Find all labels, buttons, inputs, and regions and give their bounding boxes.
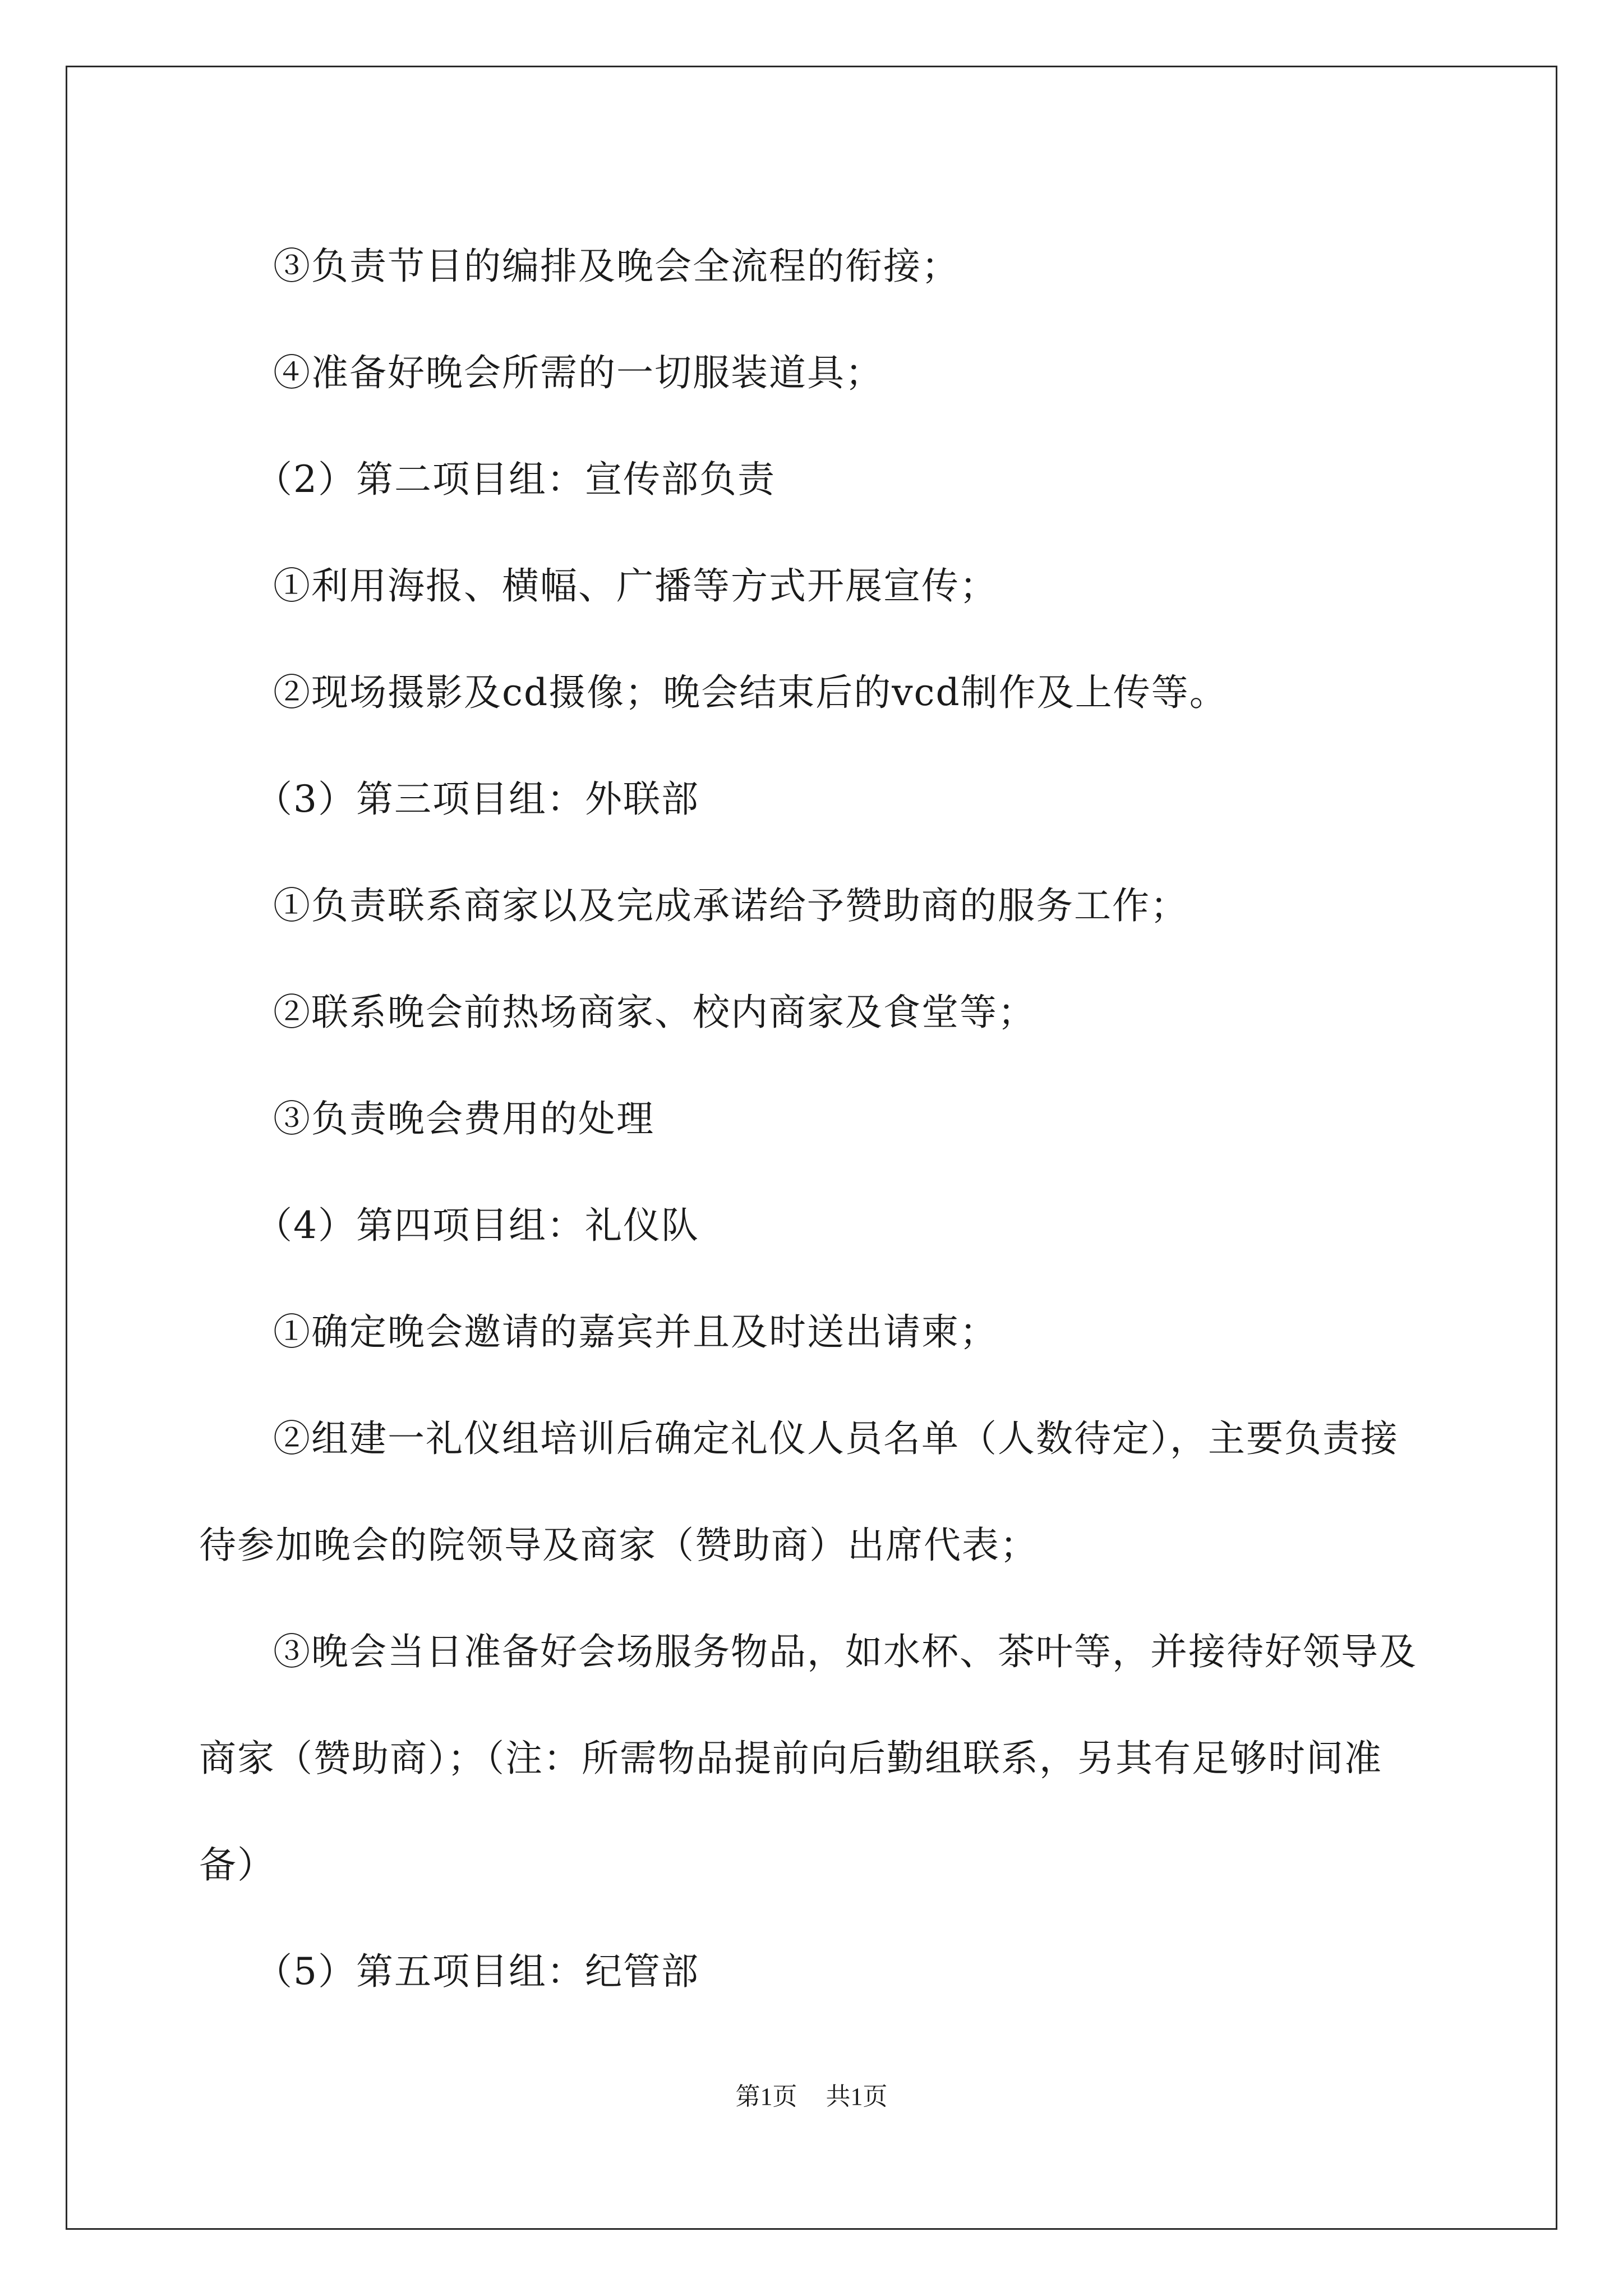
paragraph: ①负责联系商家以及完成承诺给予赞助商的服务工作； bbox=[273, 884, 1188, 927]
document-body bbox=[199, 213, 1433, 2025]
paragraph: ②现场摄影及cd摄像；晚会结束后的vcd制作及上传等。 bbox=[273, 671, 1228, 714]
paragraph: ③负责节目的编排及晚会全流程的衔接； bbox=[273, 245, 960, 288]
paragraph: ④准备好晚会所需的一切服装道具； bbox=[273, 351, 883, 394]
page-number-current: 第1页 bbox=[735, 2083, 797, 2110]
page-footer bbox=[0, 2080, 1623, 2114]
page-number-total: 共1页 bbox=[826, 2083, 888, 2110]
paragraph: ①确定晚会邀请的嘉宾并且及时送出请柬； bbox=[273, 1310, 998, 1354]
paragraph: ②联系晚会前热场商家、校内商家及食堂等； bbox=[273, 991, 1036, 1034]
paragraph: ①利用海报、横幅、广播等方式开展宣传； bbox=[273, 564, 998, 608]
section-heading: （3）第三项目组：外联部 bbox=[255, 777, 699, 821]
section-heading: （2）第二项目组：宣传部负责 bbox=[255, 458, 776, 501]
paragraph: ③晚会当日准备好会场服务物品，如水杯、茶叶等，并接待好领导及商家（赞助商）；（注：所需物品提前向后勤组联系，另其有足够时间准备） bbox=[199, 1630, 1417, 1887]
section-heading: （5）第五项目组：纪管部 bbox=[255, 1950, 699, 1993]
paragraph: ②组建一礼仪组培训后确定礼仪人员名单（人数待定），主要负责接待参加晚会的院领导及商家（赞助商）出席代表； bbox=[199, 1417, 1399, 1567]
section-heading: （4）第四项目组：礼仪队 bbox=[255, 1204, 699, 1247]
paragraph: ③负责晚会费用的处理 bbox=[273, 1097, 654, 1140]
